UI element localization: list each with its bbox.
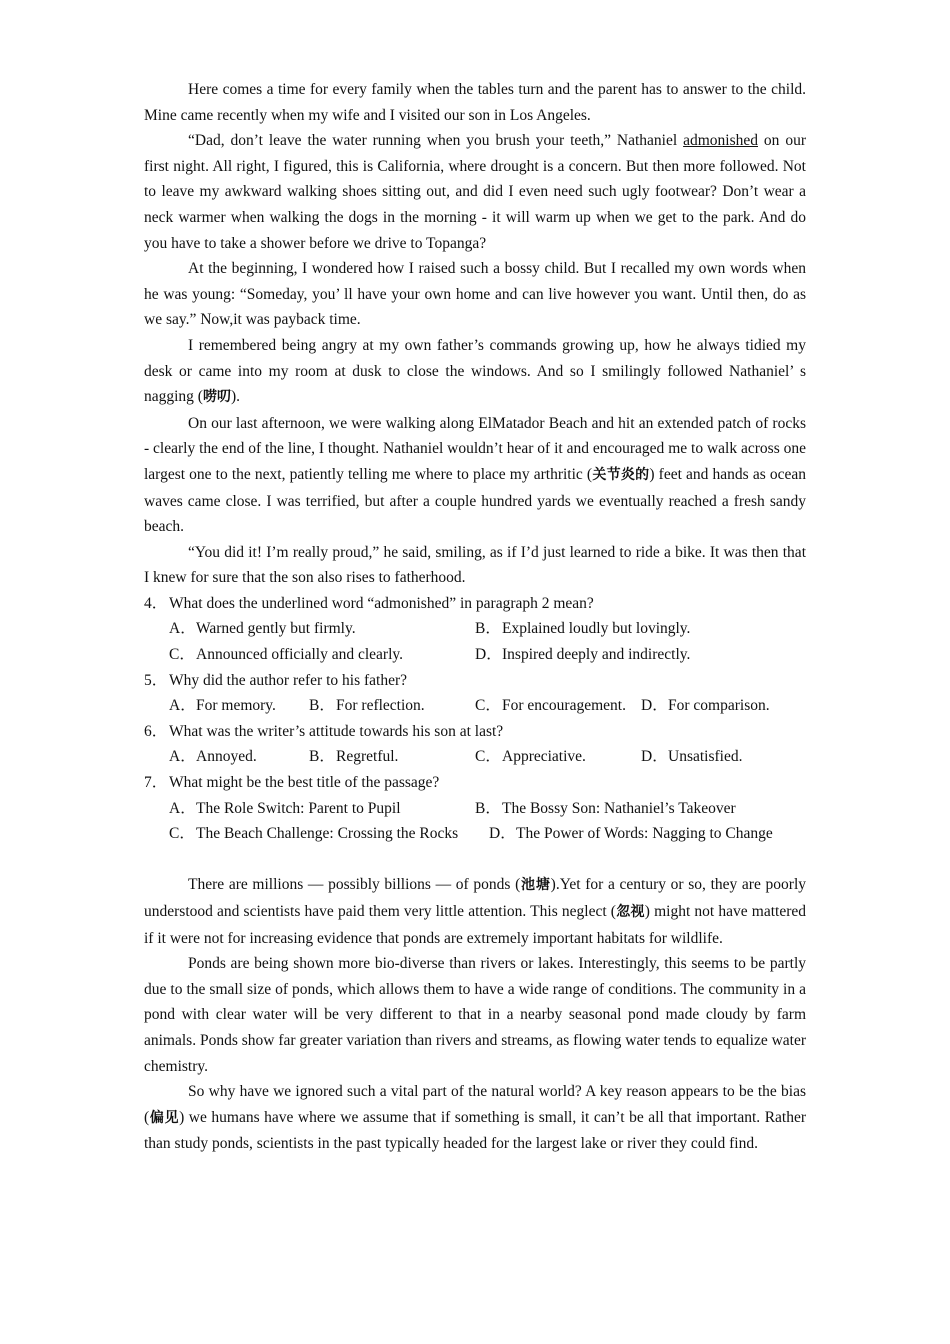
- option-c[interactable]: [169, 642, 475, 668]
- question-number: 5．: [144, 671, 168, 689]
- option-c[interactable]: [475, 693, 641, 719]
- p1-text-c: ) might not have mattered if it were not for increasing evidence that ponds are extremely important habitats for wildlife.: [144, 903, 807, 947]
- option-d[interactable]: [641, 693, 770, 719]
- option-text: The Role Switch: Parent to Pupil: [196, 799, 401, 817]
- option-b[interactable]: [475, 796, 736, 822]
- option-b[interactable]: [475, 616, 690, 642]
- option-letter: D．: [641, 748, 668, 766]
- passage1-paragraph-1: Here comes a time for every family when the tables turn and the parent has to answer to the child. Mine came recently when my wife and I visited our son in Los Angeles.: [144, 81, 806, 124]
- question-number: 4．: [144, 594, 168, 612]
- option-text: Appreciative.: [502, 748, 586, 766]
- p3-text-a: So why have we ignored such a vital part of the natural world? A key reason appears to be the bias (: [144, 1083, 806, 1126]
- gloss-ponds: 池塘: [520, 877, 551, 894]
- gloss-bias: 偏见: [149, 1109, 180, 1126]
- option-text: Annoyed.: [196, 748, 257, 766]
- passage2-paragraph-2: Ponds are being shown more bio-diverse than rivers or lakes. Interestingly, this seems to be partly due to the small size of ponds, which allows them to have a wide range of conditions. The community in a pond with clear water will be very different to that in a nearby seasonal pond made cloudy by farm animals. Ponds show far greater variation than rivers and streams, as flowing water tends to equalize water chemistry.: [144, 955, 806, 1075]
- passage-one: [144, 77, 806, 591]
- option-letter: D．: [489, 825, 516, 843]
- option-letter: B．: [475, 799, 501, 817]
- option-c[interactable]: [169, 821, 489, 847]
- option-b[interactable]: [309, 744, 475, 770]
- question-text: Why did the author refer to his father?: [169, 671, 408, 689]
- option-text: The Beach Challenge: Crossing the Rocks: [196, 825, 459, 843]
- p4-text-b: ).: [230, 388, 241, 406]
- gloss-arthritic: 关节炎的: [592, 466, 650, 483]
- question-list: [144, 591, 806, 847]
- question-text: What was the writer’s attitude towards his son at last?: [169, 722, 504, 740]
- option-text: For encouragement.: [502, 697, 626, 715]
- option-text: For memory.: [196, 697, 276, 715]
- option-letter: C．: [475, 697, 501, 715]
- option-c[interactable]: [475, 744, 641, 770]
- option-a[interactable]: [169, 616, 475, 642]
- option-letter: C．: [169, 825, 195, 843]
- option-letter: D．: [641, 697, 668, 715]
- option-d[interactable]: [489, 821, 773, 847]
- question-7: [144, 770, 806, 847]
- p2-text-b: on our first night. All right, I figured, this is California, where drought is a concern. But then more followed. Not to leave my awkward walking shoes sitting out, and did I even need such ugly footwear? Don’t wear a neck warmer when walking the dogs in the morning - it will warm up when we get to the park. And do you have to take a shower before we drive to Topanga?: [144, 132, 806, 252]
- passage2-paragraph-1: [144, 872, 806, 951]
- option-letter: B．: [309, 697, 335, 715]
- question-4: [144, 591, 806, 668]
- question-5: [144, 668, 806, 719]
- passage1-paragraph-6: “You did it! I’m really proud,” he said, smiling, as if I’d just learned to ride a bike. It was then that I knew for sure that the son also rises to fatherhood.: [144, 543, 806, 587]
- option-text: For comparison.: [668, 697, 770, 715]
- option-letter: B．: [309, 748, 335, 766]
- option-d[interactable]: [475, 642, 690, 668]
- passage-two: [144, 872, 806, 1157]
- option-letter: A．: [169, 799, 196, 817]
- question-number: 7．: [144, 774, 168, 792]
- question-text: What does the underlined word “admonished” in paragraph 2 mean?: [169, 594, 594, 612]
- option-text: Explained loudly but lovingly.: [502, 620, 691, 638]
- option-text: Announced officially and clearly.: [196, 646, 404, 664]
- option-letter: C．: [169, 646, 195, 664]
- gloss-nagging: 唠叨: [202, 389, 231, 406]
- p1-text-a: There are millions — possibly billions — of ponds (: [188, 876, 521, 894]
- gloss-neglect: 忽视: [615, 904, 645, 920]
- passage1-paragraph-2: [144, 128, 806, 256]
- option-text: Warned gently but firmly.: [196, 620, 356, 638]
- option-text: Unsatisfied.: [668, 748, 743, 766]
- passage1-paragraph-5: [144, 411, 806, 540]
- p5-text-b: ) feet and hands as ocean waves came close. I was terrified, but after a couple hundred yards we eventually reached a fresh sandy beach.: [144, 465, 807, 536]
- question-6: [144, 719, 806, 770]
- option-a[interactable]: [169, 744, 309, 770]
- option-text: The Bossy Son: Nathaniel’s Takeover: [502, 799, 736, 817]
- option-letter: C．: [475, 748, 501, 766]
- option-text: Regretful.: [336, 748, 399, 766]
- underlined-word-admonished: admonished: [683, 132, 758, 150]
- option-letter: A．: [169, 697, 196, 715]
- passage1-paragraph-3: At the beginning, I wondered how I raised such a bossy child. But I recalled my own words when he was young: “Someday, you’ ll have your own home and can live however you want. Until then, do as we say.” Now,it was payback time.: [144, 260, 806, 329]
- option-text: For reflection.: [336, 697, 425, 715]
- option-a[interactable]: [169, 693, 309, 719]
- p1-text-b: ).Yet for a century or so, they are poorly understood and scientists have paid them very little attention. This neglect (: [144, 876, 806, 920]
- question-number: 6．: [144, 722, 168, 740]
- p2-text-a: “Dad, don’t leave the water running when you brush your teeth,” Nathaniel: [188, 132, 684, 150]
- question-text: What might be the best title of the passage?: [169, 774, 440, 792]
- option-letter: A．: [169, 620, 196, 638]
- option-letter: A．: [169, 748, 196, 766]
- option-b[interactable]: [309, 693, 475, 719]
- option-d[interactable]: [641, 744, 742, 770]
- passage1-paragraph-4: [144, 333, 806, 411]
- p4-text-a: I remembered being angry at my own father’s commands growing up, how he always tidied my desk or came into my room at dusk to close the windows. And so I smilingly followed Nathaniel’ s nagging (: [144, 336, 806, 406]
- option-letter: B．: [475, 620, 501, 638]
- section-spacer: [144, 847, 806, 873]
- passage2-paragraph-3: [144, 1079, 806, 1157]
- option-a[interactable]: [169, 796, 475, 822]
- option-letter: D．: [475, 646, 502, 664]
- option-text: The Power of Words: Nagging to Change: [516, 825, 773, 843]
- page-content: [144, 77, 806, 1157]
- p5-text-a: On our last afternoon, we were walking along ElMatador Beach and hit an extended patch of rocks - clearly the end of the line, I thought. Nathaniel wouldn’t hear of it and encouraged me to walk across one largest one to the next, patiently telling me where to place my arthritic (: [144, 414, 806, 483]
- p3-text-b: ) we humans have where we assume that if something is small, it can’t be all that important. Rather than study ponds, scientists in the past typically headed for the largest lake or river they could find.: [144, 1108, 807, 1153]
- option-text: Inspired deeply and indirectly.: [502, 646, 691, 664]
